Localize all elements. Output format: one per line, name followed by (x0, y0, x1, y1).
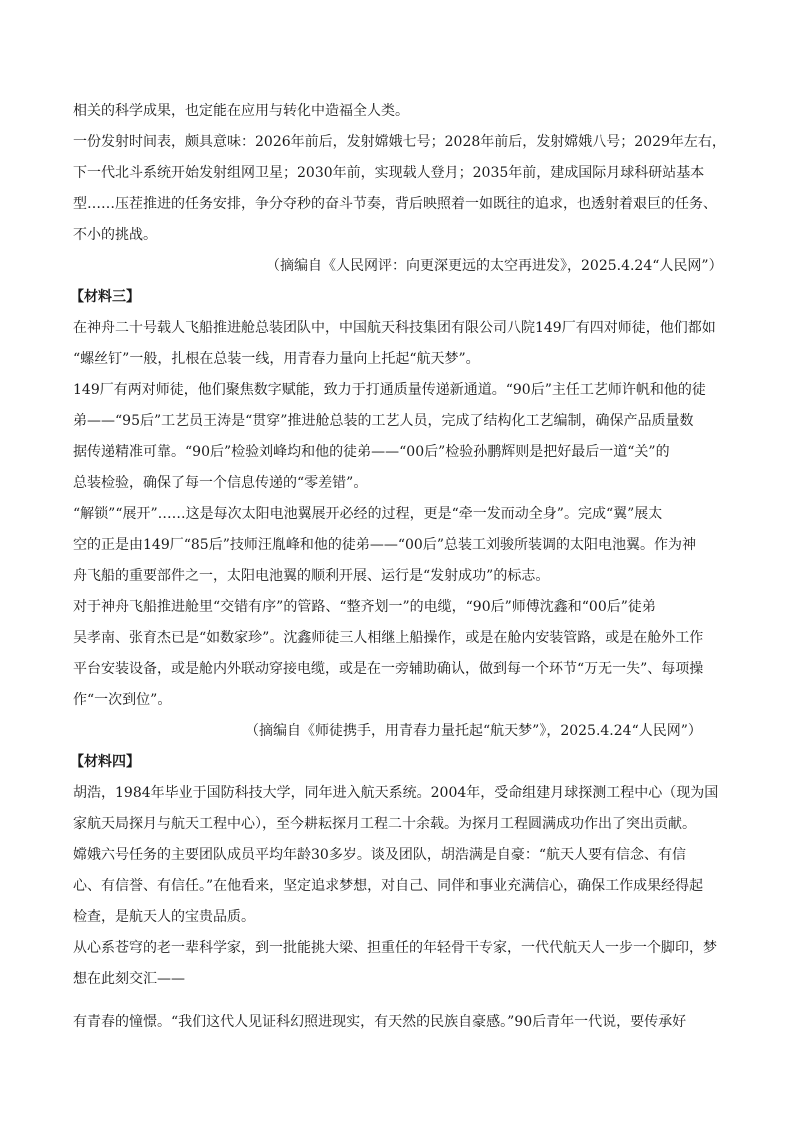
paragraph-line: 家航天局探月与航天工程中心），至今耕耘探月工程二十余载。为探月工程圆满成功作出了突出贡献。 (73, 816, 696, 832)
paragraph-line: 从心系苍穹的老一辈科学家，到一批能挑大梁、担重任的年轻骨干专家，一代代航天人一步一个脚印，梦 (73, 940, 717, 956)
paragraph-line: 检查，是航天人的宝贵品质。 (73, 909, 255, 925)
paragraph-line: 嫦娥六号任务的主要团队成员平均年龄30多岁。谈及团队，胡浩满是自豪：“航天人要有信念、有信 (73, 847, 686, 863)
paragraph-line: 下一代北斗系统开始发射组网卫星；2030年前，实现载人登月；2035年前，建成国际月球科研站基本 (73, 165, 705, 181)
paragraph-line: 吴孝南、张育杰已是“如数家珍”。沈鑫师徒三人相继上船操作，或是在舱内安装管路，或是在舱外工作 (73, 630, 704, 646)
paragraph-line: 平台安装设备，或是舱内外联动穿接电缆，或是在一旁辅助确认，做到每一个环节“万无一失”、每项操 (73, 661, 704, 677)
paragraph-line: 一份发射时间表，颇具意味：2026年前后，发射嫦娥七号；2028年前后，发射嫦娥八号；2029年左右， (73, 134, 726, 150)
source-citation: （摘编自《师徒携手，用青春力量托起“航天梦”》，2025.4.24“人民网”） (245, 723, 702, 739)
source-citation: （摘编自《人民网评：向更深更远的太空再进发》，2025.4.24“人民网”） (266, 258, 723, 274)
section-heading: 【材料三】 (70, 289, 140, 305)
paragraph-line: 总装检验，确保了每一个信息传递的“零差错”。 (73, 475, 368, 491)
paragraph-line: 弟——“95后”工艺员王涛是“贯穿”推进舱总装的工艺人员，完成了结构化工艺编制，确保产品质量数 (73, 413, 694, 429)
paragraph-line: “螺丝钉”一般，扎根在总装一线，用青春力量向上托起“航天梦”。 (73, 351, 480, 367)
paragraph-line: 作“一次到位”。 (73, 692, 172, 708)
paragraph-line: 对于神舟飞船推进舱里“交错有序”的管路、“整齐划一”的电缆，“90后”师傅沈鑫和“00后”徒弟 (73, 599, 656, 615)
paragraph-line: 胡浩，1984年毕业于国防科技大学，同年进入航天系统。2004年，受命组建月球探测工程中心（现为国 (73, 785, 719, 801)
paragraph-line: 舟飞船的重要部件之一，太阳电池翼的顺利开展、运行是“发射成功”的标志。 (73, 568, 550, 584)
paragraph-line: 149厂有两对师徒，他们聚焦数字赋能，致力于打通质量传递新通道。“90后”主任工艺师许帆和他的徒 (73, 382, 706, 398)
paragraph-line: 心、有信誉、有信任。”在他看来，坚定追求梦想，对自己、同伴和事业充满信心，确保工作成果经得起 (73, 878, 704, 894)
paragraph-line: 不小的挑战。 (73, 227, 157, 243)
paragraph-line: 想在此刻交汇—— (73, 971, 185, 987)
section-heading: 【材料四】 (70, 754, 140, 770)
paragraph-line: 空的正是由149厂“85后”技师汪胤峰和他的徒弟——“00后”总装工刘骏所装调的太阳电池翼。作为神 (73, 537, 696, 553)
paragraph-line: 型……压茬推进的任务安排，争分夺秒的奋斗节奏，背后映照着一如既往的追求，也透射着艰巨的任务、 (73, 196, 717, 212)
paragraph-line: 相关的科学成果，也定能在应用与转化中造福全人类。 (73, 103, 409, 119)
paragraph-line: 据传递精准可靠。“90后”检验刘峰均和他的徒弟——“00后”检验孙鹏辉则是把好最后一道“关”的 (73, 444, 670, 460)
paragraph-line: “解锁”“展开”……这是每次太阳电池翼展开必经的过程，更是“牵一发而动全身”。完成“翼”展太 (73, 506, 663, 522)
paragraph-line: 在神舟二十号载人飞船推进舱总装团队中，中国航天科技集团有限公司八院149厂有四对师徒，他们都如 (73, 320, 716, 336)
paragraph-line: 有青春的憧憬。“我们这代人见证科幻照进现实，有天然的民族自豪感。”90后青年一代说，要传承好 (73, 1014, 687, 1030)
